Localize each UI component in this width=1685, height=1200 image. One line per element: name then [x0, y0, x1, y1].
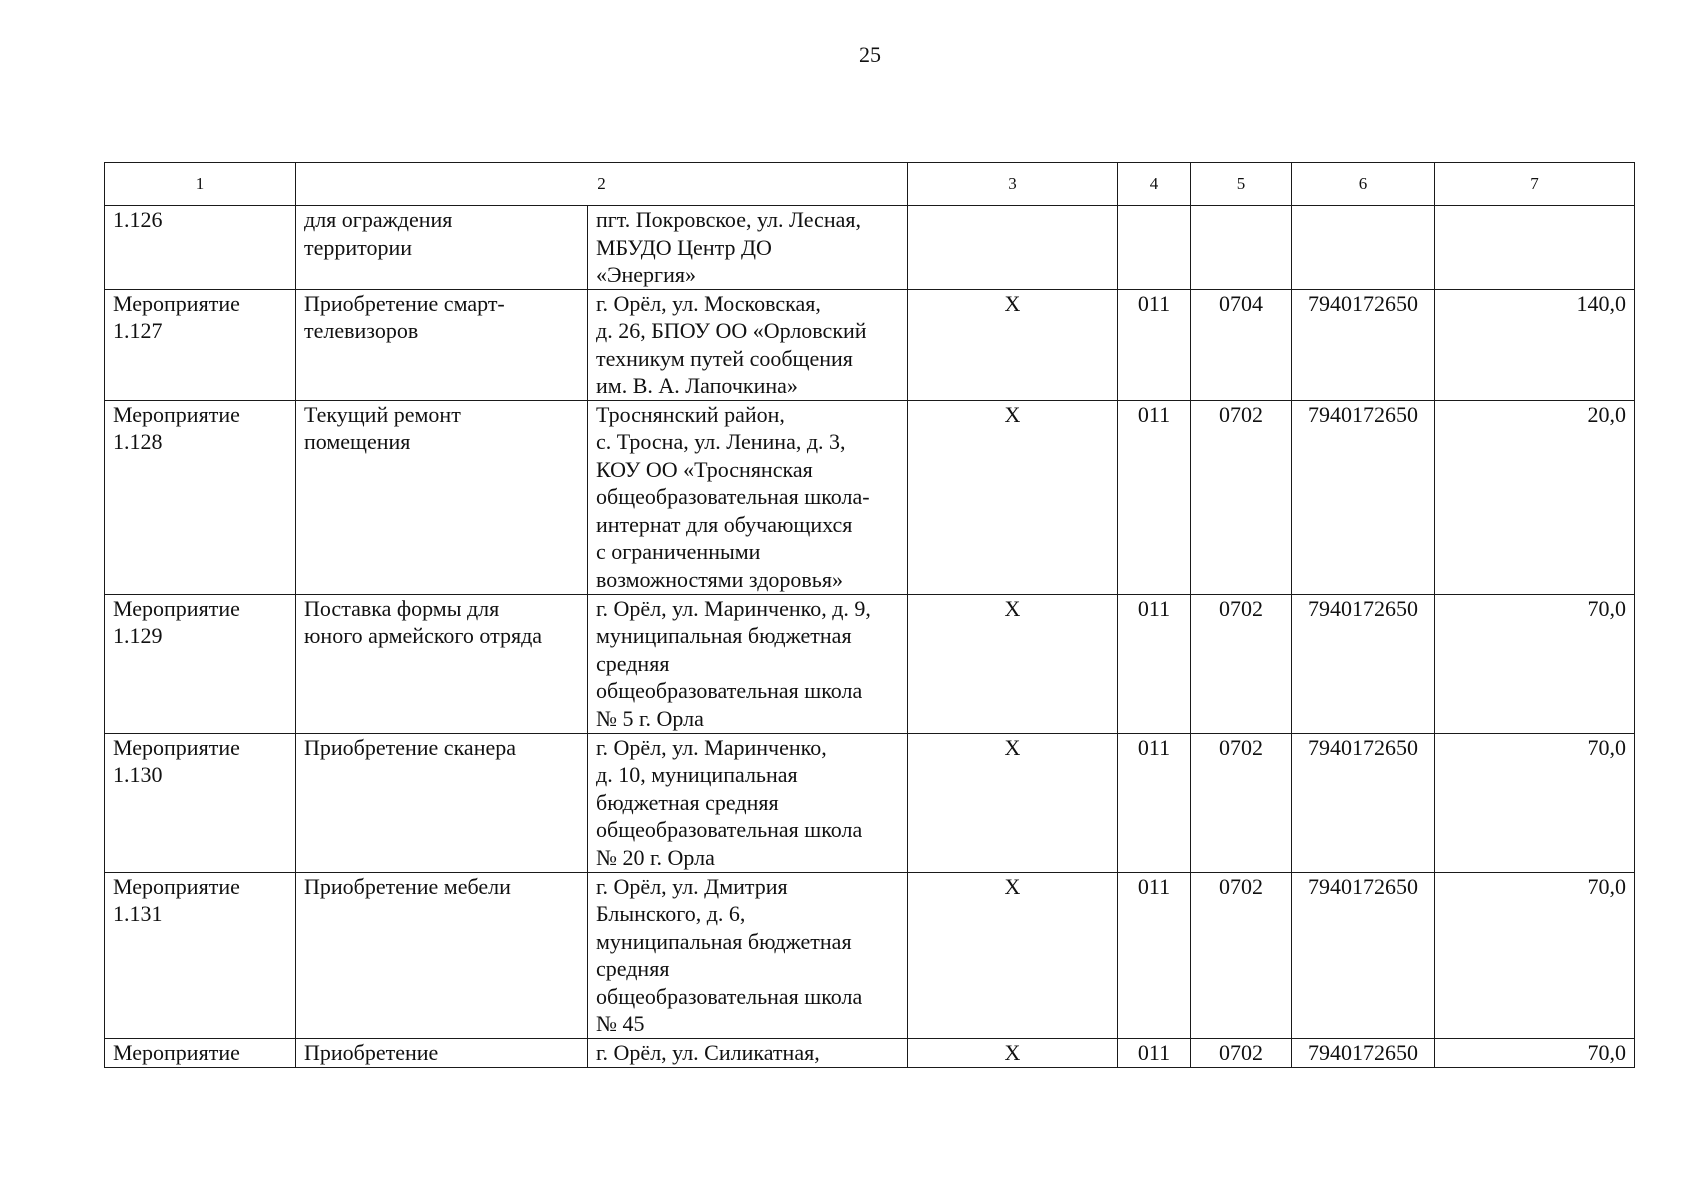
event-cell	[105, 733, 296, 872]
col5-cell	[1191, 206, 1292, 290]
address-cell-line: № 20 г. Орла	[596, 844, 715, 870]
table-row	[105, 733, 1635, 872]
col3-cell: Х	[908, 1038, 1118, 1067]
table-row	[105, 206, 1635, 290]
name-cell	[296, 289, 588, 400]
address-cell-line: г. Орёл, ул. Маринченко, д. 9,	[596, 595, 871, 621]
event-cell-line: 1.130	[113, 762, 163, 787]
address-cell-line: общеобразовательная школа	[596, 817, 863, 842]
name-cell-line: Приобретение	[304, 1039, 439, 1065]
address-cell-line: д. 26, БПОУ ОО «Орловский	[596, 318, 867, 343]
address-cell-line: д. 10, муниципальная	[596, 762, 798, 787]
col3-cell: Х	[908, 872, 1118, 1038]
header-col-5: 5	[1191, 163, 1292, 206]
address-cell-line: общеобразовательная школа-	[596, 484, 870, 509]
name-cell-line: Приобретение смарт-	[304, 290, 505, 316]
name-cell-line: Приобретение мебели	[304, 873, 511, 899]
col3-cell: Х	[908, 289, 1118, 400]
col3-cell: Х	[908, 594, 1118, 733]
event-cell	[105, 400, 296, 594]
address-cell	[588, 206, 908, 290]
table-body	[105, 206, 1635, 1068]
address-cell-line: с ограниченными	[596, 539, 761, 564]
name-cell-line: Поставка формы для	[304, 595, 500, 621]
col3-cell	[908, 206, 1118, 290]
address-cell-line: № 45	[596, 1011, 645, 1036]
header-col-6: 6	[1292, 163, 1435, 206]
col4-cell: 011	[1118, 289, 1191, 400]
event-cell-line: 1.129	[113, 623, 163, 648]
table-row	[105, 400, 1635, 594]
header-col-1: 1	[105, 163, 296, 206]
event-cell-line: 1.126	[113, 207, 163, 232]
col5-cell: 0702	[1191, 400, 1292, 594]
col4-cell	[1118, 206, 1191, 290]
header-col-3: 3	[908, 163, 1118, 206]
address-cell-line: интернат для обучающихся	[596, 511, 853, 537]
name-cell	[296, 206, 588, 290]
table-row	[105, 289, 1635, 400]
table-row	[105, 594, 1635, 733]
col4-cell: 011	[1118, 872, 1191, 1038]
address-cell-line: «Энергия»	[596, 262, 696, 287]
address-cell	[588, 872, 908, 1038]
col7-cell: 140,0	[1435, 289, 1635, 400]
address-cell-line: Троснянский район,	[596, 401, 785, 427]
address-cell-line: муниципальная бюджетная	[596, 928, 852, 954]
address-cell-line: г. Орёл, ул. Силикатная,	[596, 1039, 820, 1065]
col7-cell: 70,0	[1435, 594, 1635, 733]
name-cell-line: Приобретение сканера	[304, 734, 516, 760]
name-cell-line: Текущий ремонт	[304, 401, 461, 427]
table-row	[105, 1038, 1635, 1067]
event-cell-line: Мероприятие	[113, 290, 240, 316]
name-cell-line: телевизоров	[304, 318, 419, 343]
event-cell-line: Мероприятие	[113, 873, 240, 899]
address-cell-line: № 5 г. Орла	[596, 705, 704, 731]
address-cell-line: бюджетная средняя	[596, 789, 779, 815]
address-cell	[588, 594, 908, 733]
budget-table	[104, 162, 1635, 1068]
col6-cell: 7940172650	[1292, 1038, 1435, 1067]
address-cell-line: им. В. А. Лапочкина»	[596, 373, 798, 398]
event-cell-line: Мероприятие	[113, 595, 240, 621]
col6-cell	[1292, 206, 1435, 290]
col6-cell: 7940172650	[1292, 594, 1435, 733]
event-cell	[105, 1038, 296, 1067]
col6-cell: 7940172650	[1292, 400, 1435, 594]
address-cell	[588, 400, 908, 594]
address-cell-line: Блынского, д. 6,	[596, 901, 746, 926]
event-cell-line: 1.127	[113, 318, 163, 343]
name-cell	[296, 872, 588, 1038]
col7-cell: 70,0	[1435, 872, 1635, 1038]
col6-cell: 7940172650	[1292, 289, 1435, 400]
address-cell-line: г. Орёл, ул. Маринченко,	[596, 734, 827, 760]
col4-cell: 011	[1118, 594, 1191, 733]
col6-cell: 7940172650	[1292, 872, 1435, 1038]
col5-cell: 0704	[1191, 289, 1292, 400]
name-cell-line: территории	[304, 234, 413, 260]
name-cell-line: для ограждения	[304, 207, 453, 232]
col6-cell: 7940172650	[1292, 733, 1435, 872]
address-cell	[588, 289, 908, 400]
col3-cell: Х	[908, 400, 1118, 594]
address-cell-line: общеобразовательная школа	[596, 983, 863, 1009]
table-row	[105, 872, 1635, 1038]
event-cell-line: Мероприятие	[113, 734, 240, 760]
address-cell-line: с. Тросна, ул. Ленина, д. 3,	[596, 429, 846, 454]
address-cell-line: г. Орёл, ул. Дмитрия	[596, 873, 788, 899]
col5-cell: 0702	[1191, 594, 1292, 733]
address-cell-line: техникум путей сообщения	[596, 345, 853, 371]
address-cell-line: средняя	[596, 650, 670, 676]
address-cell	[588, 1038, 908, 1067]
address-cell-line: МБУДО Центр ДО	[596, 234, 772, 260]
address-cell-line: КОУ ОО «Троснянская	[596, 456, 813, 482]
table-header-row	[105, 163, 1635, 206]
col3-cell: Х	[908, 733, 1118, 872]
event-cell-line: Мероприятие	[113, 401, 240, 427]
header-col-2: 2	[296, 163, 908, 206]
name-cell-line: юного армейского отряда	[304, 623, 543, 648]
name-cell	[296, 400, 588, 594]
name-cell	[296, 1038, 588, 1067]
page-number: 25	[859, 42, 881, 67]
col5-cell: 0702	[1191, 872, 1292, 1038]
address-cell-line: г. Орёл, ул. Московская,	[596, 290, 821, 316]
col4-cell: 011	[1118, 1038, 1191, 1067]
name-cell-line: помещения	[304, 429, 411, 454]
event-cell	[105, 594, 296, 733]
event-cell-line: 1.128	[113, 429, 163, 454]
col7-cell: 70,0	[1435, 733, 1635, 872]
address-cell-line: общеобразовательная школа	[596, 678, 863, 703]
event-cell	[105, 289, 296, 400]
address-cell-line: средняя	[596, 956, 670, 981]
event-cell	[105, 872, 296, 1038]
address-cell-line: возможностями здоровья»	[596, 566, 843, 592]
col4-cell: 011	[1118, 733, 1191, 872]
col7-cell	[1435, 206, 1635, 290]
event-cell-line: Мероприятие	[113, 1039, 240, 1065]
col7-cell: 20,0	[1435, 400, 1635, 594]
address-cell	[588, 733, 908, 872]
name-cell	[296, 733, 588, 872]
col5-cell: 0702	[1191, 733, 1292, 872]
col5-cell: 0702	[1191, 1038, 1292, 1067]
header-col-4: 4	[1118, 163, 1191, 206]
address-cell-line: пгт. Покровское, ул. Лесная,	[596, 207, 861, 232]
event-cell	[105, 206, 296, 290]
event-cell-line: 1.131	[113, 901, 163, 926]
address-cell-line: муниципальная бюджетная	[596, 623, 852, 648]
col7-cell: 70,0	[1435, 1038, 1635, 1067]
header-col-7: 7	[1435, 163, 1635, 206]
name-cell	[296, 594, 588, 733]
col4-cell: 011	[1118, 400, 1191, 594]
